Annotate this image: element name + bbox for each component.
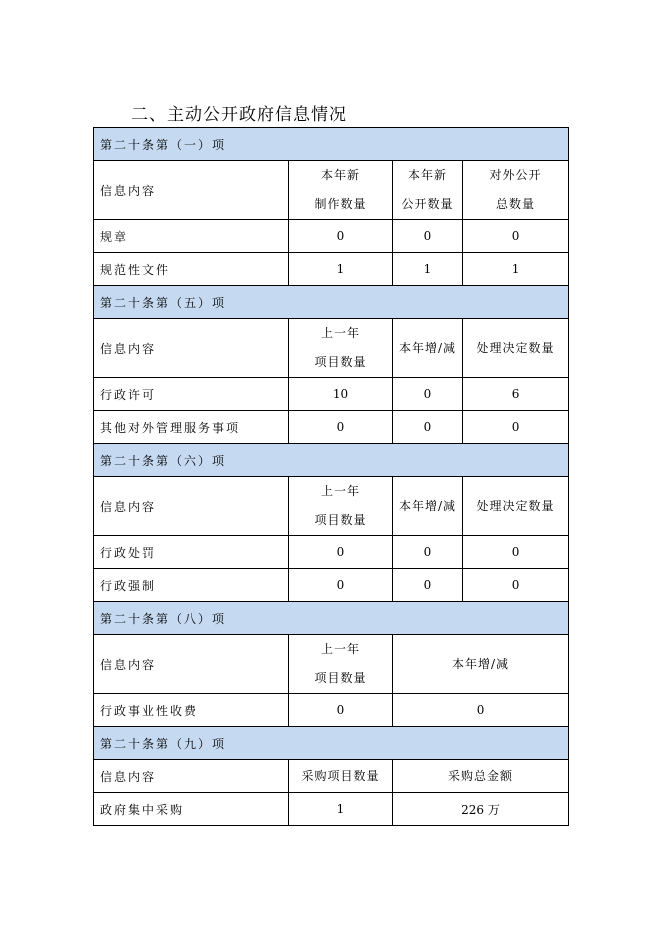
cell-value: 0 <box>393 411 463 444</box>
col-header-content: 信息内容 <box>94 635 289 694</box>
cell-value: 0 <box>289 569 393 602</box>
cell-value: 6 <box>463 378 569 411</box>
cell-value: 0 <box>393 569 463 602</box>
cell-value: 1 <box>463 253 569 286</box>
header-row <box>94 161 569 220</box>
row-label: 行政处罚 <box>94 536 289 569</box>
table-row <box>94 569 569 602</box>
section-row <box>94 128 569 161</box>
col-header-total-public: 对外公开 总数量 <box>463 161 569 220</box>
cell-value: 1 <box>393 253 463 286</box>
cell-value: 0 <box>289 411 393 444</box>
table-row <box>94 793 569 826</box>
row-label: 规范性文件 <box>94 253 289 286</box>
cell-value: 0 <box>289 536 393 569</box>
cell-value: 0 <box>289 694 393 727</box>
col-header-change: 本年增/减 <box>393 319 463 378</box>
section-row <box>94 602 569 635</box>
row-label: 行政许可 <box>94 378 289 411</box>
section-row <box>94 444 569 477</box>
col-header-last-year: 上一年 项目数量 <box>289 477 393 536</box>
header-row <box>94 760 569 793</box>
cell-value: 0 <box>393 220 463 253</box>
table-row <box>94 378 569 411</box>
col-header-content: 信息内容 <box>94 319 289 378</box>
cell-value: 10 <box>289 378 393 411</box>
col-header-content: 信息内容 <box>94 161 289 220</box>
col-header-decisions: 处理决定数量 <box>463 319 569 378</box>
cell-value: 1 <box>289 793 393 826</box>
table-row <box>94 411 569 444</box>
row-label: 政府集中采购 <box>94 793 289 826</box>
header-row <box>94 635 569 694</box>
header-row <box>94 477 569 536</box>
section-heading: 二、主动公开政府信息情况 <box>131 105 347 125</box>
col-header-change: 本年增/减 <box>393 635 569 694</box>
cell-value: 0 <box>463 411 569 444</box>
section-title: 第二十条第（五）项 <box>94 286 569 319</box>
section-title: 第二十条第（一）项 <box>94 128 569 161</box>
cell-value: 0 <box>393 378 463 411</box>
cell-value: 0 <box>393 694 569 727</box>
col-header-last-year: 上一年 项目数量 <box>289 635 393 694</box>
section-row <box>94 727 569 760</box>
col-header-new-made: 本年新 制作数量 <box>289 161 393 220</box>
col-header-purchase-count: 采购项目数量 <box>289 760 393 793</box>
table-row <box>94 253 569 286</box>
section-title: 第二十条第（九）项 <box>94 727 569 760</box>
row-label: 规章 <box>94 220 289 253</box>
col-header-decisions: 处理决定数量 <box>463 477 569 536</box>
col-header-purchase-total: 采购总金额 <box>393 760 569 793</box>
table-row <box>94 220 569 253</box>
row-label: 其他对外管理服务事项 <box>94 411 289 444</box>
col-header-content: 信息内容 <box>94 477 289 536</box>
cell-value: 226 万 <box>393 793 569 826</box>
cell-value: 1 <box>289 253 393 286</box>
col-header-last-year: 上一年 项目数量 <box>289 319 393 378</box>
cell-value: 0 <box>463 536 569 569</box>
section-title: 第二十条第（六）项 <box>94 444 569 477</box>
table-row <box>94 536 569 569</box>
col-header-new-public: 本年新 公开数量 <box>393 161 463 220</box>
header-row <box>94 319 569 378</box>
section-row <box>94 286 569 319</box>
cell-value: 0 <box>463 569 569 602</box>
row-label: 行政事业性收费 <box>94 694 289 727</box>
cell-value: 0 <box>289 220 393 253</box>
cell-value: 0 <box>393 536 463 569</box>
row-label: 行政强制 <box>94 569 289 602</box>
table-row <box>94 694 569 727</box>
cell-value: 0 <box>463 220 569 253</box>
col-header-change: 本年增/减 <box>393 477 463 536</box>
col-header-content: 信息内容 <box>94 760 289 793</box>
disclosure-table <box>93 127 569 826</box>
section-title: 第二十条第（八）项 <box>94 602 569 635</box>
